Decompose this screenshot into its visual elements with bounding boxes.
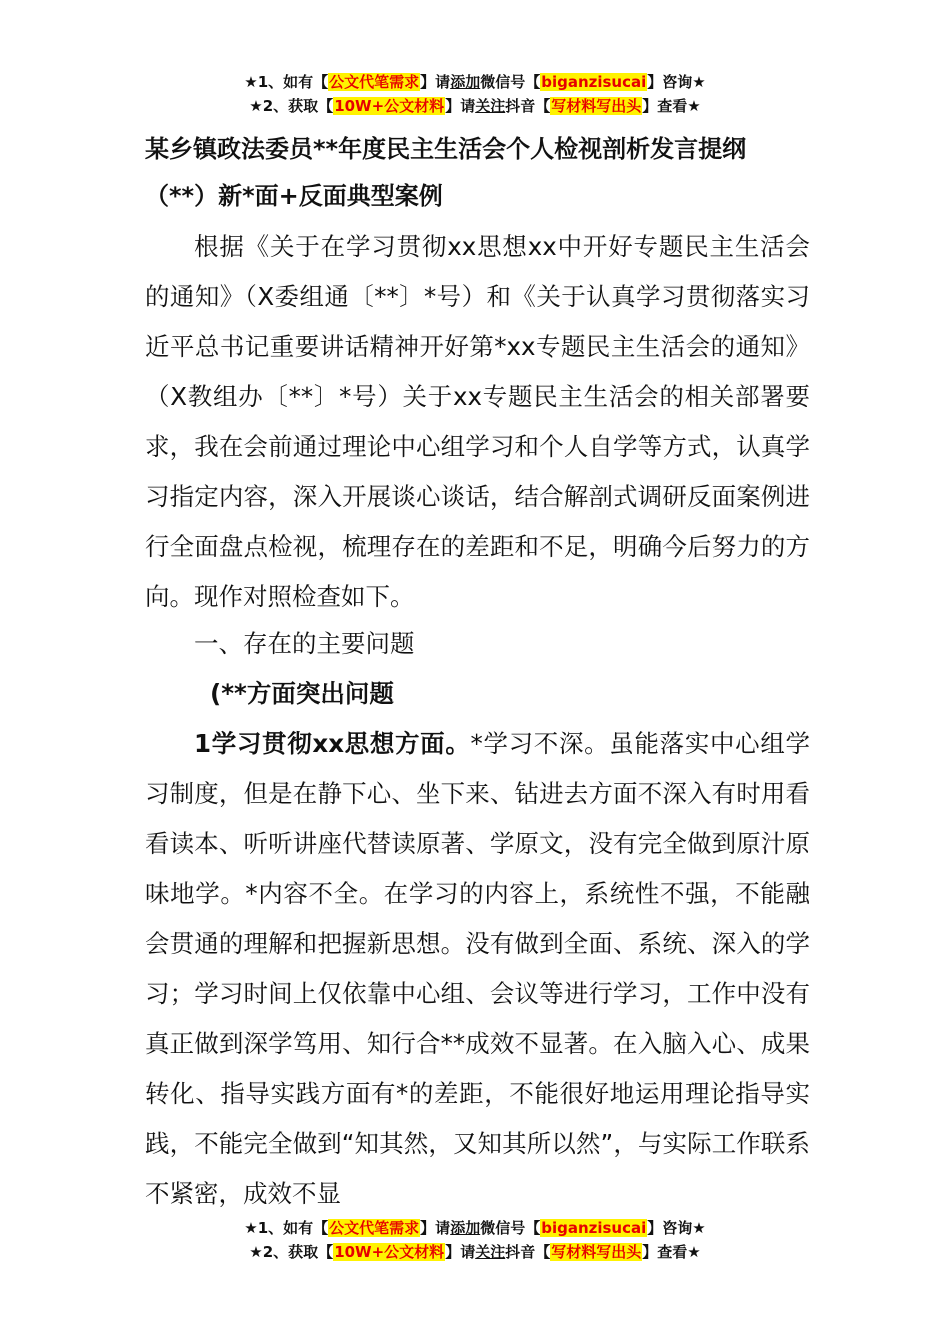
banner-highlight-account: 写材料写出头 bbox=[551, 1243, 642, 1261]
banner-highlight: 10W+公文材料 bbox=[334, 97, 445, 115]
banner-text: ★1、如有【 bbox=[244, 1219, 329, 1237]
banner-highlight-account: 写材料写出头 bbox=[551, 97, 642, 115]
banner-underlined-text: 添加 bbox=[450, 73, 481, 91]
banner-text: 抖音【 bbox=[505, 97, 551, 115]
section-heading: 一、存在的主要问题 bbox=[194, 629, 415, 658]
document-subtitle: （**）新*面+反面典型案例 bbox=[145, 182, 443, 210]
banner-text: ★2、获取【 bbox=[249, 1243, 334, 1261]
subsection-heading: (**方面突出问题 bbox=[210, 679, 394, 708]
item1-label: 1学习贯彻xx思想方面。 bbox=[194, 729, 471, 758]
banner-text: 】请 bbox=[420, 1219, 451, 1237]
banner-line-1 bbox=[0, 70, 950, 94]
banner-highlight: 公文代笔需求 bbox=[329, 73, 420, 91]
banner-text: 】查看★ bbox=[642, 97, 701, 115]
banner-text: 】查看★ bbox=[642, 1243, 701, 1261]
banner-highlight: 公文代笔需求 bbox=[329, 1219, 420, 1237]
item1-text: *学习不深。虽能落实中心组学习制度，但是在静下心、坐下来、钻进去方面不深入有时用看看读本、听听讲座代替读原著、学原文，没有完全做到原汁原味地学。*内容不全。在学习的内容上，系统性不强，不能融会贯通的理解和把握新思想。没有做到全面、系统、深入的学习；学习时间上仅依靠中心组、会议等进行学习，工作中没有真正做到深学笃用、知行合**成效不显著。在入脑入心、成果转化、指导实践方面有*的差距，不能很好地运用理论指导实践，不能完全做到“知其然，又知其所以然”，与实际工作联系不紧密，成效不显 bbox=[145, 729, 810, 1208]
top-promo-banner bbox=[0, 70, 950, 118]
banner-line-2 bbox=[0, 94, 950, 118]
banner-underlined-text: 关注 bbox=[475, 1243, 506, 1261]
banner-text: 】请 bbox=[445, 1243, 476, 1261]
banner-text: 】请 bbox=[445, 97, 476, 115]
banner-text: 】咨询★ bbox=[647, 73, 706, 91]
banner-highlight-wechat-id: biganzisucai bbox=[541, 73, 647, 91]
banner-highlight: 10W+公文材料 bbox=[334, 1243, 445, 1261]
intro-paragraph: 根据《关于在学习贯彻xx思想xx中开好专题民主生活会的通知》（X委组通〔**〕*号）和《关于认真学习贯彻落实习近平总书记重要讲话精神开好第*xx专题民主生活会的通知》（X教组办〔**〕*号）关于xx专题民主生活会的相关部署要求，我在会前通过理论中心组学习和个人自学等方式，认真学习指定内容，深入开展谈心谈话，结合解剖式调研反面案例进行全面盘点检视，梳理存在的差距和不足，明确今后努力的方向。现作对照检查如下。 bbox=[145, 232, 810, 611]
item1-paragraph bbox=[145, 719, 810, 1215]
banner-text: 微信号【 bbox=[480, 73, 541, 91]
bottom-promo-banner bbox=[0, 1216, 950, 1264]
banner-text: 抖音【 bbox=[505, 1243, 551, 1261]
banner-text: 】咨询★ bbox=[647, 1219, 706, 1237]
banner-text: 】请 bbox=[420, 73, 451, 91]
banner-underlined-text: 添加 bbox=[450, 1219, 481, 1237]
document-title: 某乡镇政法委员**年度民主生活会个人检视剖析发言提纲 bbox=[145, 135, 747, 163]
banner-underlined-text: 关注 bbox=[475, 97, 506, 115]
banner-line-2 bbox=[0, 1240, 950, 1264]
banner-line-1 bbox=[0, 1216, 950, 1240]
banner-text: ★1、如有【 bbox=[244, 73, 329, 91]
banner-text: 微信号【 bbox=[480, 1219, 541, 1237]
banner-text: ★2、获取【 bbox=[249, 97, 334, 115]
banner-highlight-wechat-id: biganzisucai bbox=[541, 1219, 647, 1237]
